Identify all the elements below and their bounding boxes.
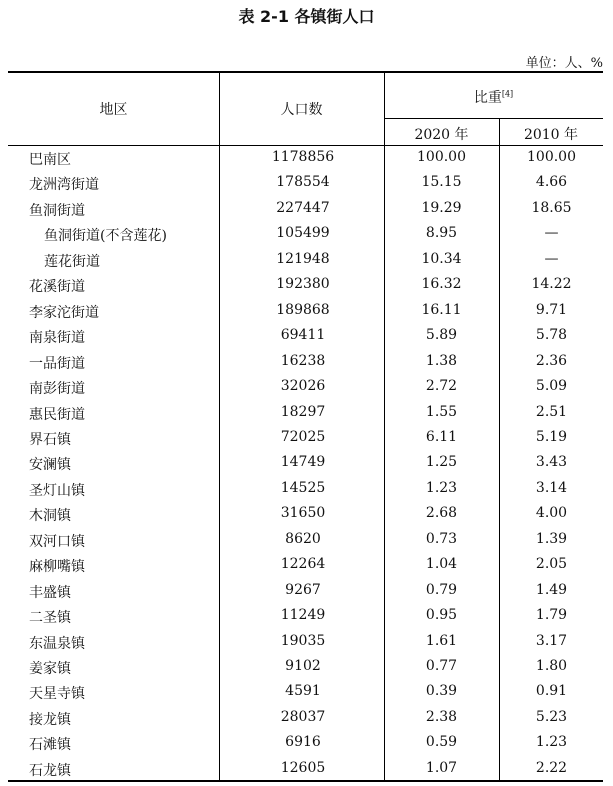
population-cell: 121948 [276,250,330,267]
unit-label: 单位：人、% [525,56,603,71]
share-2020-cell: 2.38 [425,708,458,725]
share-2020-cell: 5.89 [425,327,458,344]
header-2020: 2020 年 [414,127,469,143]
share-2010-cell: 18.65 [531,199,572,216]
population-cell: 189868 [276,301,330,318]
table-row [8,401,603,427]
share-2010-cell: 1.49 [535,581,568,598]
share-2020-cell: 0.77 [425,658,458,674]
header-share [384,87,603,107]
population-cell: 1178856 [271,149,335,165]
region-cell: 石龙镇 [29,762,71,779]
population-cell: 72025 [280,428,326,445]
share-2020-cell: 6.11 [425,428,458,445]
share-2010-cell: 3.17 [535,632,568,649]
share-2020-cell: 100.00 [417,149,466,165]
table-row [8,477,603,503]
population-cell: 178554 [276,174,330,191]
table-row [8,655,603,681]
table-row [8,502,603,528]
share-2020-cell: 1.04 [425,556,458,573]
header-population: 人口数 [280,102,323,118]
share-2010-cell: 3.14 [535,479,568,496]
region-cell: 巴南区 [29,152,71,168]
population-cell: 9267 [285,581,321,598]
header-2010: 2010 年 [523,127,579,143]
share-2020-cell: 0.79 [425,581,458,598]
region-cell: 接龙镇 [29,711,71,728]
share-2010-cell: 3.43 [535,454,568,471]
table-row [8,426,603,452]
region-cell: 莲花街道 [44,253,100,270]
share-2020-cell: 1.55 [425,403,458,420]
share-2010-cell: 2.05 [535,556,568,573]
region-cell: 双河口镇 [29,533,85,550]
region-cell: 花溪街道 [29,279,85,296]
region-cell: 鱼洞街道(不含莲花) [44,228,167,245]
population-cell: 69411 [280,327,326,344]
population-cell: 227447 [276,199,330,216]
share-2010-cell: 2.22 [535,759,568,776]
share-2020-cell: 10.34 [421,250,462,267]
region-cell: 李家沱街道 [29,304,99,321]
top-rule [8,71,603,73]
population-cell: 105499 [276,225,330,242]
share-2010-cell: — [544,225,559,242]
region-cell: 南泉街道 [29,330,85,347]
region-cell: 二圣镇 [29,610,71,627]
region-cell: 龙洲湾街道 [29,177,99,194]
table-row [8,757,603,783]
share-2010-cell: 100.00 [527,149,576,165]
table-row [8,222,603,248]
region-cell: 石滩镇 [29,737,71,754]
share-2010-cell: 5.19 [535,428,568,445]
share-2020-cell: 16.11 [421,301,462,318]
population-cell: 31650 [280,505,326,522]
table-row [8,706,603,732]
share-2020-cell: 16.32 [421,276,462,293]
sub-header-rule [384,118,603,119]
share-2010-cell: 1.79 [535,607,568,624]
share-2010-cell: 1.39 [535,530,568,547]
share-2010-cell: 5.23 [535,708,568,725]
share-2020-cell: 8.95 [425,225,458,242]
region-cell: 东温泉镇 [29,635,85,652]
population-cell: 4591 [285,683,321,700]
share-2010-cell: 2.36 [535,352,568,369]
table-row [8,731,603,757]
region-cell: 天星寺镇 [29,686,85,703]
region-cell: 南彭街道 [29,381,85,398]
table-row [8,451,603,477]
table-row [8,553,603,579]
header-share-note: [4] [501,89,514,99]
share-2010-cell: — [544,250,559,267]
population-cell: 28037 [280,708,326,725]
share-2020-cell: 15.15 [421,174,462,191]
region-cell: 麻柳嘴镇 [29,559,85,576]
share-2010-cell: 1.23 [535,734,568,751]
population-cell: 18297 [280,403,326,420]
share-2010-cell: 9.71 [535,301,568,318]
table-title: 表 2-1 各镇街人口 [238,7,375,26]
share-2020-cell: 0.73 [425,530,458,547]
share-2020-cell: 1.25 [425,454,458,471]
population-cell: 8620 [285,530,321,547]
share-2020-cell: 1.38 [425,352,458,369]
population-cell: 16238 [280,352,326,369]
share-2020-cell: 1.61 [425,632,458,649]
share-2010-cell: 4.66 [535,174,568,191]
population-cell: 9102 [285,658,321,674]
table-row [8,273,603,299]
region-cell: 界石镇 [29,431,71,448]
population-cell: 14749 [280,454,326,471]
share-2020-cell: 1.07 [425,759,458,776]
share-2020-cell: 0.59 [425,734,458,751]
table-row [8,680,603,706]
population-cell: 11249 [280,607,326,624]
share-2010-cell: 0.91 [535,683,568,700]
population-cell: 12264 [280,556,326,573]
share-2020-cell: 2.72 [425,378,458,395]
share-2010-cell: 14.22 [531,276,572,293]
header-region: 地区 [99,102,128,118]
population-cell: 12605 [280,759,326,776]
population-cell: 6916 [285,734,321,751]
region-cell: 一品街道 [29,355,85,372]
region-cell: 姜家镇 [29,661,71,677]
population-cell: 14525 [280,479,326,496]
share-2010-cell: 2.51 [535,403,568,420]
region-cell: 木洞镇 [29,508,71,525]
table-row [8,528,603,554]
table-row [8,630,603,656]
share-2010-cell: 5.09 [535,378,568,395]
share-2020-cell: 0.95 [425,607,458,624]
share-2010-cell: 4.00 [535,505,568,522]
region-cell: 鱼洞街道 [29,202,85,219]
population-cell: 32026 [280,378,326,395]
table-row [8,248,603,274]
share-2020-cell: 2.68 [425,505,458,522]
header-share-label: 比重 [473,90,502,106]
population-cell: 192380 [276,276,330,293]
share-2020-cell: 1.23 [425,479,458,496]
table-row [8,350,603,376]
share-2020-cell: 19.29 [421,199,462,216]
table-row [8,146,603,172]
table-row [8,171,603,197]
region-cell: 安澜镇 [29,457,71,474]
share-2010-cell: 1.80 [535,658,568,674]
table-row [8,604,603,630]
region-cell: 圣灯山镇 [29,482,85,499]
table-row [8,375,603,401]
population-cell: 19035 [280,632,326,649]
region-cell: 惠民街道 [29,406,85,423]
table-row [8,579,603,605]
table-row [8,324,603,350]
table-row [8,299,603,325]
share-2010-cell: 5.78 [535,327,568,344]
region-cell: 丰盛镇 [29,584,71,601]
share-2020-cell: 0.39 [425,683,458,700]
table-row [8,197,603,223]
